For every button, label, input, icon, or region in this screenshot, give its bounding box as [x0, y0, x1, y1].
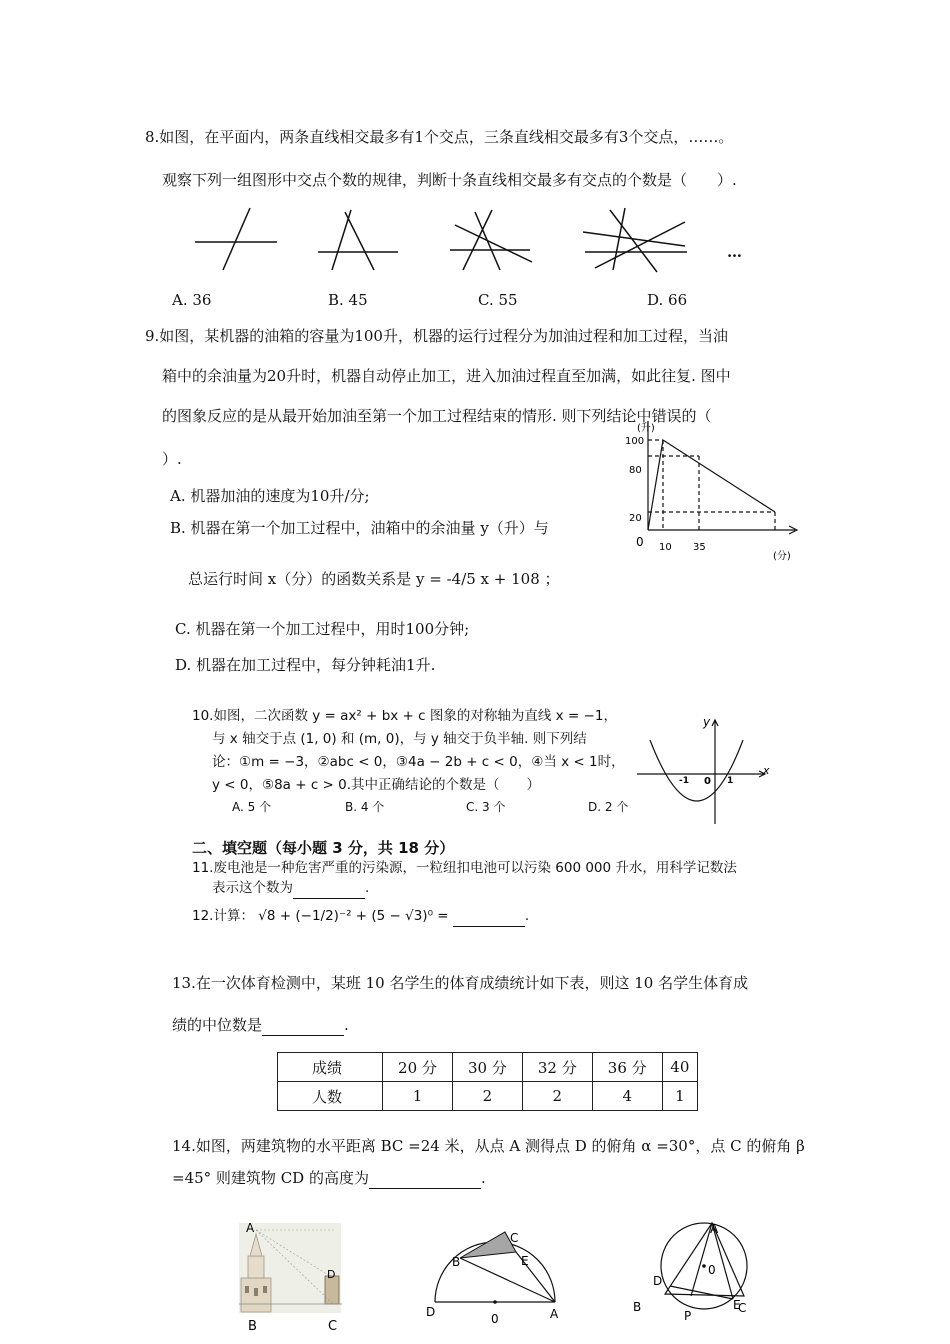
intersecting-lines-figure: [185, 200, 745, 284]
q13-line2: [172, 1015, 349, 1036]
point-c-label: C: [510, 1231, 519, 1245]
q8-line1: 8.如图，在平面内，两条直线相交最多有1个交点，三条直线相交最多有3个交点，……。: [145, 128, 734, 146]
y-unit: (升): [637, 423, 655, 434]
q8-option-d: D. 66: [647, 291, 688, 309]
circle-triangle-figure: [625, 1214, 765, 1333]
table-cell: 人数: [278, 1082, 383, 1111]
q14-line2: [172, 1168, 486, 1189]
point-b-label: B: [633, 1300, 642, 1314]
q10-option-a: A. 5 个: [232, 800, 272, 814]
q11-line2: [212, 878, 369, 899]
point-b-label: B: [248, 1319, 257, 1334]
origin-0: 0: [704, 776, 711, 787]
q11-line1: 11.废电池是一种危害严重的污染源，一粒纽扣电池可以污染 600 000 升水，用科学记数法: [192, 860, 737, 876]
table-cell: 成绩: [278, 1053, 383, 1082]
q12-expression: √8 + (−1/2)⁻² + (5 − √3)⁰ =: [258, 908, 449, 924]
tick-minus-1: -1: [679, 776, 689, 786]
table-cell: 30 分: [452, 1053, 522, 1082]
q9-line3: 的图象反应的是从最开始加油至第一个加工过程结束的情形. 则下列结论中错误的（: [162, 407, 712, 425]
y-tick-20: 20: [629, 513, 642, 524]
q10-option-c: C. 3 个: [466, 800, 506, 814]
table-row: [278, 1082, 698, 1111]
q9-option-b-line2: 总运行时间 x（分）的函数关系是 y = -4/5 x + 108 ；: [188, 570, 560, 588]
semicircle-figure: [420, 1222, 570, 1331]
y-axis-label: y: [703, 715, 711, 729]
score-table: [277, 1052, 698, 1111]
ellipsis: …: [727, 243, 742, 261]
y-tick-80: 80: [629, 465, 642, 476]
table-cell: 1: [383, 1082, 453, 1111]
table-cell: 2: [452, 1082, 522, 1111]
point-a-label: A: [550, 1307, 559, 1321]
q13-line2-text: 绩的中位数是: [172, 1016, 263, 1034]
q8-option-c: C. 55: [478, 291, 518, 309]
q13-line1: 13.在一次体育检测中，某班 10 名学生的体育成绩统计如下表，则这 10 名学生体育成: [172, 974, 749, 992]
q12-prefix: 12.计算：: [192, 908, 254, 924]
point-d-label: D: [426, 1305, 436, 1319]
point-b-label: B: [452, 1255, 461, 1269]
table-cell: 20 分: [383, 1053, 453, 1082]
q10-line3: 论：①m = −3，②abc < 0，③4a − 2b + c < 0，④当 x < 1时，: [212, 754, 625, 770]
point-a-label: A: [710, 1222, 719, 1236]
q9-line2: 箱中的余油量为20升时，机器自动停止加工，进入加油过程直至加满，如此往复. 图中: [162, 367, 731, 385]
point-d-label: D: [327, 1268, 336, 1281]
point-c-label: C: [328, 1319, 338, 1334]
q12-period: .: [524, 908, 530, 924]
origin-label: 0: [636, 535, 644, 549]
parabola-graph: [635, 712, 775, 831]
table-cell: 1: [662, 1082, 697, 1111]
buildings-figure: [236, 1218, 351, 1338]
y-tick-100: 100: [625, 436, 645, 447]
x-tick-10: 10: [659, 542, 672, 553]
q11-line2-text: 表示这个数为: [212, 880, 293, 896]
q10-line1: 10.如图，二次函数 y = ax² + bx + c 图象的对称轴为直线 x = −1，: [192, 708, 617, 724]
oil-tank-graph: [615, 415, 815, 569]
table-cell: 36 分: [592, 1053, 662, 1082]
q9-option-b-line1: B. 机器在第一个加工过程中，油箱中的余油量 y（升）与: [170, 519, 549, 537]
q8-option-a: A. 36: [172, 291, 212, 309]
q10-line2: 与 x 轴交于点 (1, 0) 和 (m, 0)，与 y 轴交于负半轴. 则下列结: [212, 731, 587, 747]
answer-blank[interactable]: [262, 1015, 344, 1036]
center-o-label: 0: [491, 1312, 499, 1326]
point-d-label: D: [653, 1274, 663, 1288]
point-e-label: E: [521, 1254, 529, 1268]
point-a-label: A: [246, 1221, 255, 1235]
table-cell: 4: [592, 1082, 662, 1111]
q12-line: [192, 906, 529, 927]
q8-line2: 观察下列一组图形中交点个数的规律，判断十条直线相交最多有交点的个数是（ ）.: [162, 171, 737, 189]
q13-period: .: [344, 1016, 349, 1034]
table-row: [278, 1053, 698, 1082]
point-c-label: C: [738, 1301, 747, 1315]
table-cell: 40: [662, 1053, 697, 1082]
q9-line4: ）.: [162, 450, 182, 468]
q10-line4: y < 0，⑤8a + c > 0.其中正确结论的个数是（ ）: [212, 777, 541, 793]
center-o-label: 0: [708, 1263, 716, 1277]
point-e-label: E: [733, 1298, 741, 1312]
x-axis-label: x: [763, 764, 770, 777]
q9-line1: 9.如图，某机器的油箱的容量为100升，机器的运行过程分为加油过程和加工过程，当油: [145, 327, 728, 345]
table-cell: 2: [522, 1082, 592, 1111]
q9-option-a: A. 机器加油的速度为10升/分;: [170, 487, 370, 505]
q9-option-c: C. 机器在第一个加工过程中，用时100分钟;: [175, 620, 470, 638]
tick-1: 1: [727, 776, 734, 786]
q14-period: .: [480, 1169, 486, 1187]
q10-option-b: B. 4 个: [345, 800, 385, 814]
answer-blank[interactable]: [453, 906, 525, 927]
point-p-label: P: [684, 1309, 692, 1323]
x-tick-35: 35: [693, 542, 706, 553]
table-cell: 32 分: [522, 1053, 592, 1082]
q10-option-d: D. 2 个: [588, 800, 629, 814]
q11-period: .: [365, 880, 370, 896]
q9-option-d: D. 机器在加工过程中，每分钟耗油1升.: [175, 656, 436, 674]
answer-blank[interactable]: [293, 878, 365, 899]
q14-line1: 14.如图，两建筑物的水平距离 BC =24 米，从点 A 测得点 D 的俯角 α =30°，点 C 的俯角 β: [172, 1137, 805, 1155]
section-title: 二、填空题（每小题 3 分，共 18 分）: [192, 839, 455, 857]
x-unit: (分): [773, 551, 791, 562]
q8-option-b: B. 45: [328, 291, 368, 309]
answer-blank[interactable]: [369, 1168, 481, 1189]
q14-line2-text: =45° 则建筑物 CD 的高度为: [172, 1169, 369, 1187]
